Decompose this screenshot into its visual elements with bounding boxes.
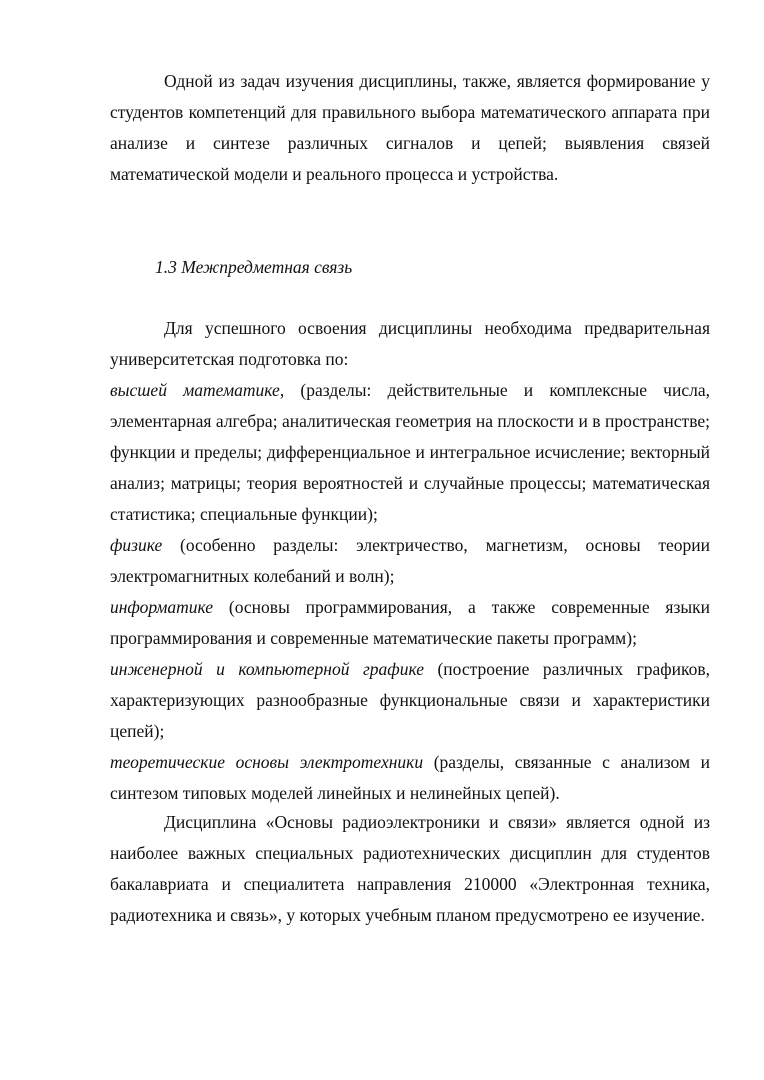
prerequisite-description: (основы программирования, а также современные языки программирования и современные математические пакеты программ); xyxy=(110,597,710,648)
prerequisite-term: высшей математике xyxy=(110,380,280,400)
prerequisite-term: инженерной и компьютерной графике xyxy=(110,659,424,679)
discipline-paragraph xyxy=(110,807,710,931)
prerequisite-description: , (разделы: действительные и комплексные числа, элементарная алгебра; аналитическая геометрия на плоскости и в пространстве; функции и пределы; дифференциальное и интегральное исчисление; векторный анализ; матрицы; теория вероятностей и случайные процессы; математическая статистика; специальные функции); xyxy=(110,380,710,524)
paragraph-text: Дисциплина «Основы радиоэлектроники и связи» является одной из наиболее важных специальных радиотехнических дисциплин для студентов бакалавриата и специалитета направления 210000 «Электронная техника, радиотехника и связь», у которых учебным планом предусмотрено ее изучение. xyxy=(110,812,710,925)
prerequisite-term: информатике xyxy=(110,597,214,617)
prerequisite-item-math xyxy=(110,375,710,530)
prerequisite-term: физике xyxy=(110,535,163,555)
paragraph-text: Одной из задач изучения дисциплины, также, является формирование у студентов компетенций для правильного выбора математического аппарата при анализе и синтезе различных сигналов и цепей; выявления связей математической модели и реального процесса и устройства. xyxy=(110,71,710,184)
prerequisite-item-graphics xyxy=(110,654,710,747)
prerequisite-description: (построение различных графиков, характеризующих разнообразные функциональные связи и характеристики цепей); xyxy=(110,659,710,741)
prerequisite-item-informatics xyxy=(110,592,710,654)
prerequisite-description: (особенно разделы: электричество, магнетизм, основы теории электромагнитных колебаний и волн); xyxy=(110,535,710,586)
prerequisites-block xyxy=(110,313,710,809)
prerequisite-term: теоретические основы электротехники xyxy=(110,752,424,772)
prerequisite-description: (разделы, связанные с анализом и синтезом типовых моделей линейных и нелинейных цепей). xyxy=(110,752,710,803)
prerequisite-item-physics xyxy=(110,530,710,592)
prerequisite-item-electrotechnics xyxy=(110,747,710,809)
section-heading: 1.3 Межпредметная связь xyxy=(155,257,353,277)
intro-paragraph xyxy=(110,66,710,190)
prerequisites-intro: Для успешного освоения дисциплины необходима предварительная университетская подготовка по: xyxy=(110,318,710,369)
